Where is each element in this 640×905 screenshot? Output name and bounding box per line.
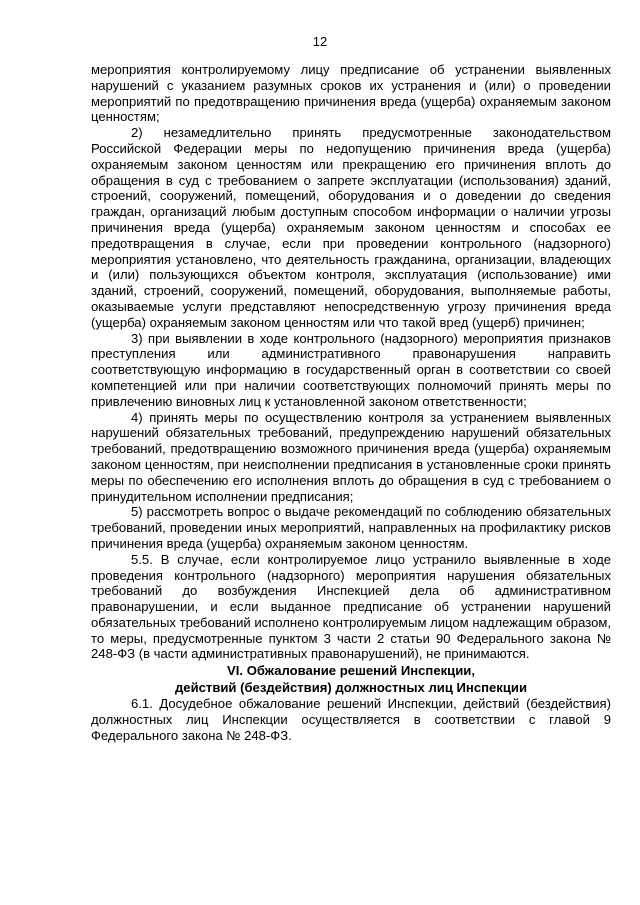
paragraph-continuation: мероприятия контролируемому лицу предписание об устранении выявленных нарушений с указанием разумных сроков их устранения и (или) о проведении мероприятий по предотвращению причинения вреда (ущерба) охраняемым законом ценностям; xyxy=(91,62,611,125)
section-heading xyxy=(91,663,611,696)
paragraph-6-1: 6.1. Досудебное обжалование решений Инспекции, действий (бездействия) должностных лиц Инспекции осуществляется в соответствии с главой 9 Федерального закона № 248-ФЗ. xyxy=(91,696,611,743)
paragraph-item-5: 5) рассмотреть вопрос о выдаче рекомендаций по соблюдению обязательных требований, проведении иных мероприятий, направленных на профилактику рисков причинения вреда (ущерба) охраняемым законом ценностям. xyxy=(91,504,611,551)
section-heading-line-1: VI. Обжалование решений Инспекции, xyxy=(227,663,475,679)
paragraph-item-4: 4) принять меры по осуществлению контроля за устранением выявленных нарушений обязательных требований, предупреждению нарушений обязательных требований, предотвращению возможного причинения вреда (ущерба) охраняемым законом ценностям, при неисполнении предписания в установленные сроки принять меры по обеспечению его исполнения вплоть до обращения в суд с требованием о принудительном исполнении предписания; xyxy=(91,409,611,504)
section-heading-line-2: действий (бездействия) должностных лиц Инспекции xyxy=(174,679,527,695)
paragraph-5-5: 5.5. В случае, если контролируемое лицо устранило выявленные в ходе проведения контрольного (надзорного) мероприятия нарушения обязательных требований до возбуждения Инспекцией дела об административном правонарушении, и если выданное предписание об устранении нарушений обязательных требований исполнено контролируемым лицом надлежащим образом, то меры, предусмотренные пунктом 3 части 2 статьи 90 Федерального закона № 248-ФЗ (в части административных правонарушений), не принимаются. xyxy=(91,551,611,662)
page-number: 12 xyxy=(312,34,328,49)
paragraph-item-3: 3) при выявлении в ходе контрольного (надзорного) мероприятия признаков преступления или административного правонарушения направить соответствующую информацию в государственный орган в соответствии со своей компетенцией или при наличии соответствующих полномочий принять меры по привлечению виновных лиц к установленной законом ответственности; xyxy=(91,330,611,409)
document-body xyxy=(91,62,611,744)
paragraph-item-2: 2) незамедлительно принять предусмотренные законодательством Российской Федерации меры по недопущению причинения вреда (ущерба) охраняемым законом ценностям или прекращению его причинения вплоть до обращения в суд с требованием о запрете эксплуатации (использования) зданий, строений, сооружений, помещений, оборудования и о доведении до сведения граждан, организаций любым доступным способом информации о наличии угрозы причинения вреда (ущерба) охраняемым законом ценностям и способах ее предотвращения в случае, если при проведении контрольного (надзорного) мероприятия установлено, что деятельность гражданина, организации, владеющих и (или) пользующихся объектом контроля, эксплуатация (использование) ими зданий, строений, сооружений, помещений, оборудования, выполняемые работы, оказываемые услуги представляют непосредственную угрозу причинения вреда (ущерба) охраняемым законом ценностям или что такой вред (ущерб) причинен; xyxy=(91,125,611,330)
